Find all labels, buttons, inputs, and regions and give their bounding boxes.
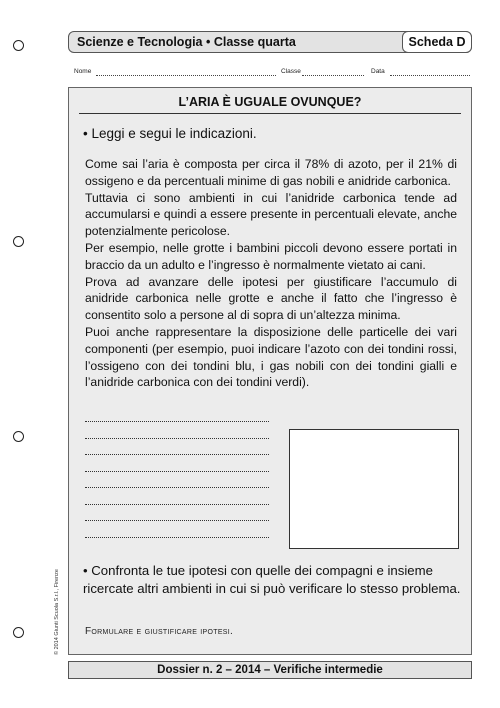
- nome-label: Nome: [74, 68, 92, 75]
- copyright: © 2014 Giunti Scuola S.r.l., Firenze: [54, 569, 60, 655]
- paragraph: Prova ad avanzare delle ipotesi per giustificare l’accumulo di anidride carbonica nelle grotte e anche il fatto che l’ingresso è consentito solo a persone al di sopra di un’altezza minima.: [85, 274, 457, 323]
- classe-field[interactable]: [302, 75, 364, 76]
- answer-line[interactable]: [85, 520, 269, 521]
- answer-line[interactable]: [85, 487, 269, 488]
- binder-hole: [13, 236, 24, 247]
- paragraph: Come sai l’aria è composta per circa il 78% di azoto, per il 21% di ossigeno e da percentuali minime di gas nobili e anidride carbonica.: [85, 157, 457, 188]
- worksheet-title: L’ARIA È UGUALE OVUNQUE?: [178, 95, 362, 109]
- drawing-box[interactable]: [289, 429, 459, 549]
- worksheet-box: [68, 87, 472, 655]
- answer-line[interactable]: [85, 454, 269, 455]
- header-title: Scienze e Tecnologia • Classe quarta: [77, 35, 296, 49]
- dossier-bar: Dossier n. 2 – 2014 – Verifiche intermedie: [68, 661, 472, 679]
- scheda-label: Scheda D: [402, 31, 472, 53]
- binder-hole: [13, 40, 24, 51]
- body-text: [85, 156, 457, 391]
- answer-line[interactable]: [85, 471, 269, 472]
- paragraph: Tuttavia ci sono ambienti in cui l’anidride carbonica tende ad accumularsi e quindi a essere presente in percentuali elevate, anche potenzialmente pericolose.: [85, 190, 457, 239]
- paragraph: Per esempio, nelle grotte i bambini piccoli devono essere portati in braccio da un adulto e l’ingresso è normalmente vietato ai cani.: [85, 240, 457, 272]
- compare-instruction: • Confronta le tue ipotesi con quelle dei compagni e insieme ricercate altri ambienti in cui si può verificare lo stesso problema.: [83, 563, 461, 596]
- title-divider: [79, 113, 461, 114]
- student-info-row: [74, 68, 472, 80]
- classe-label: Classe: [281, 68, 301, 75]
- paragraph: Puoi anche rappresentare la disposizione delle particelle dei vari componenti (per esempio, puoi indicare l’azoto con dei tondini rossi, l’ossigeno con dei tondini blu, i gas nobili con dei tondini gialli e l’anidride carbonica con dei tondini verdi).: [85, 324, 457, 390]
- header-bar: [68, 31, 472, 53]
- binder-hole: [13, 431, 24, 442]
- data-label: Data: [371, 68, 385, 75]
- answer-line[interactable]: [85, 537, 269, 538]
- data-field[interactable]: [390, 75, 470, 76]
- answer-line[interactable]: [85, 504, 269, 505]
- answer-line[interactable]: [85, 421, 269, 422]
- answer-line[interactable]: [85, 438, 269, 439]
- skill-note: Formulare e giustificare ipotesi.: [85, 626, 234, 637]
- binder-hole: [13, 627, 24, 638]
- instruction: • Leggi e segui le indicazioni.: [83, 126, 257, 141]
- answer-lines[interactable]: [85, 421, 269, 553]
- nome-field[interactable]: [96, 75, 276, 76]
